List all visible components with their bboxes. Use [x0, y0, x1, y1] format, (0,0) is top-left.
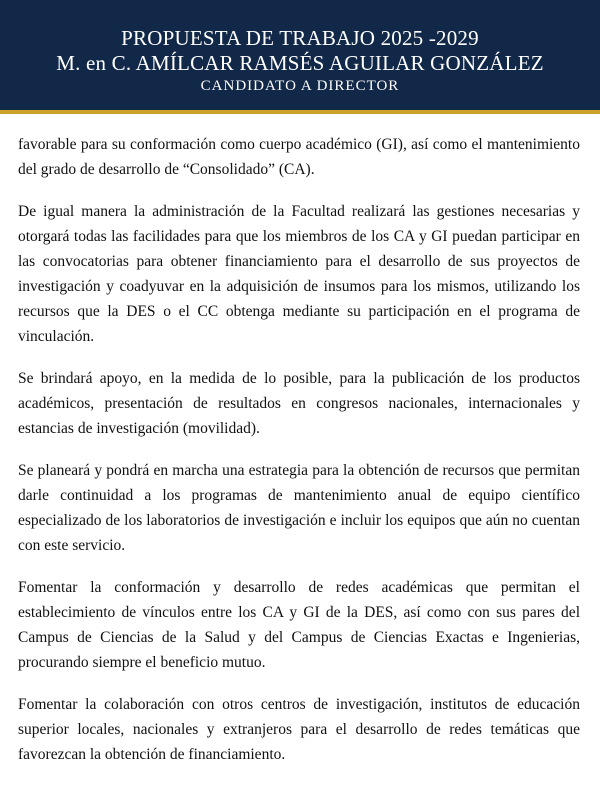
header-title: PROPUESTA DE TRABAJO 2025 -2029: [121, 26, 479, 50]
header-divider: [0, 110, 600, 114]
paragraph-6: Fomentar la colaboración con otros centros de investigación, institutos de educación superior locales, nacionales y extranjeros para el desarrollo de redes temáticas que favorezcan la obtención de financiamiento.: [18, 696, 580, 763]
paragraph-1: favorable para su conformación como cuerpo académico (GI), así como el mantenimiento del grado de desarrollo de “Consolidado” (CA).: [18, 136, 580, 178]
document-body: [18, 132, 580, 784]
candidate-name: M. en C. AMÍLCAR RAMSÉS AGUILAR GONZÁLEZ: [56, 51, 544, 75]
paragraph-3: Se brindará apoyo, en la medida de lo posible, para la publicación de los productos académicos, presentación de resultados en congresos nacionales, internacionales y estancias de investigación (movilidad).: [18, 370, 580, 437]
paragraph-2: De igual manera la administración de la Facultad realizará las gestiones necesarias y otorgará todas las facilidades para que los miembros de los CA y GI puedan participar en las convocatorias para obtener financiamiento para el desarrollo de sus proyectos de investigación y coadyuvar en la adquisición de insumos para los mismos, utilizando los recursos que la DES o el CC obtenga mediante su participación en el programa de vinculación.: [18, 203, 580, 345]
paragraph-4: Se planeará y pondrá en marcha una estrategia para la obtención de recursos que permitan darle continuidad a los programas de mantenimiento anual de equipo científico especializado de los laboratorios de investigación e incluir los equipos que aún no cuentan con este servicio.: [18, 462, 580, 554]
candidate-role: CANDIDATO A DIRECTOR: [200, 78, 400, 94]
paragraph-5: Fomentar la conformación y desarrollo de redes académicas que permitan el establecimiento de vínculos entre los CA y GI de la DES, así como con sus pares del Campus de Ciencias de la Salud y del Campus de Ciencias Exactas e Ingenierias, procurando siempre el beneficio mutuo.: [18, 579, 580, 671]
page-header: [0, 0, 600, 110]
